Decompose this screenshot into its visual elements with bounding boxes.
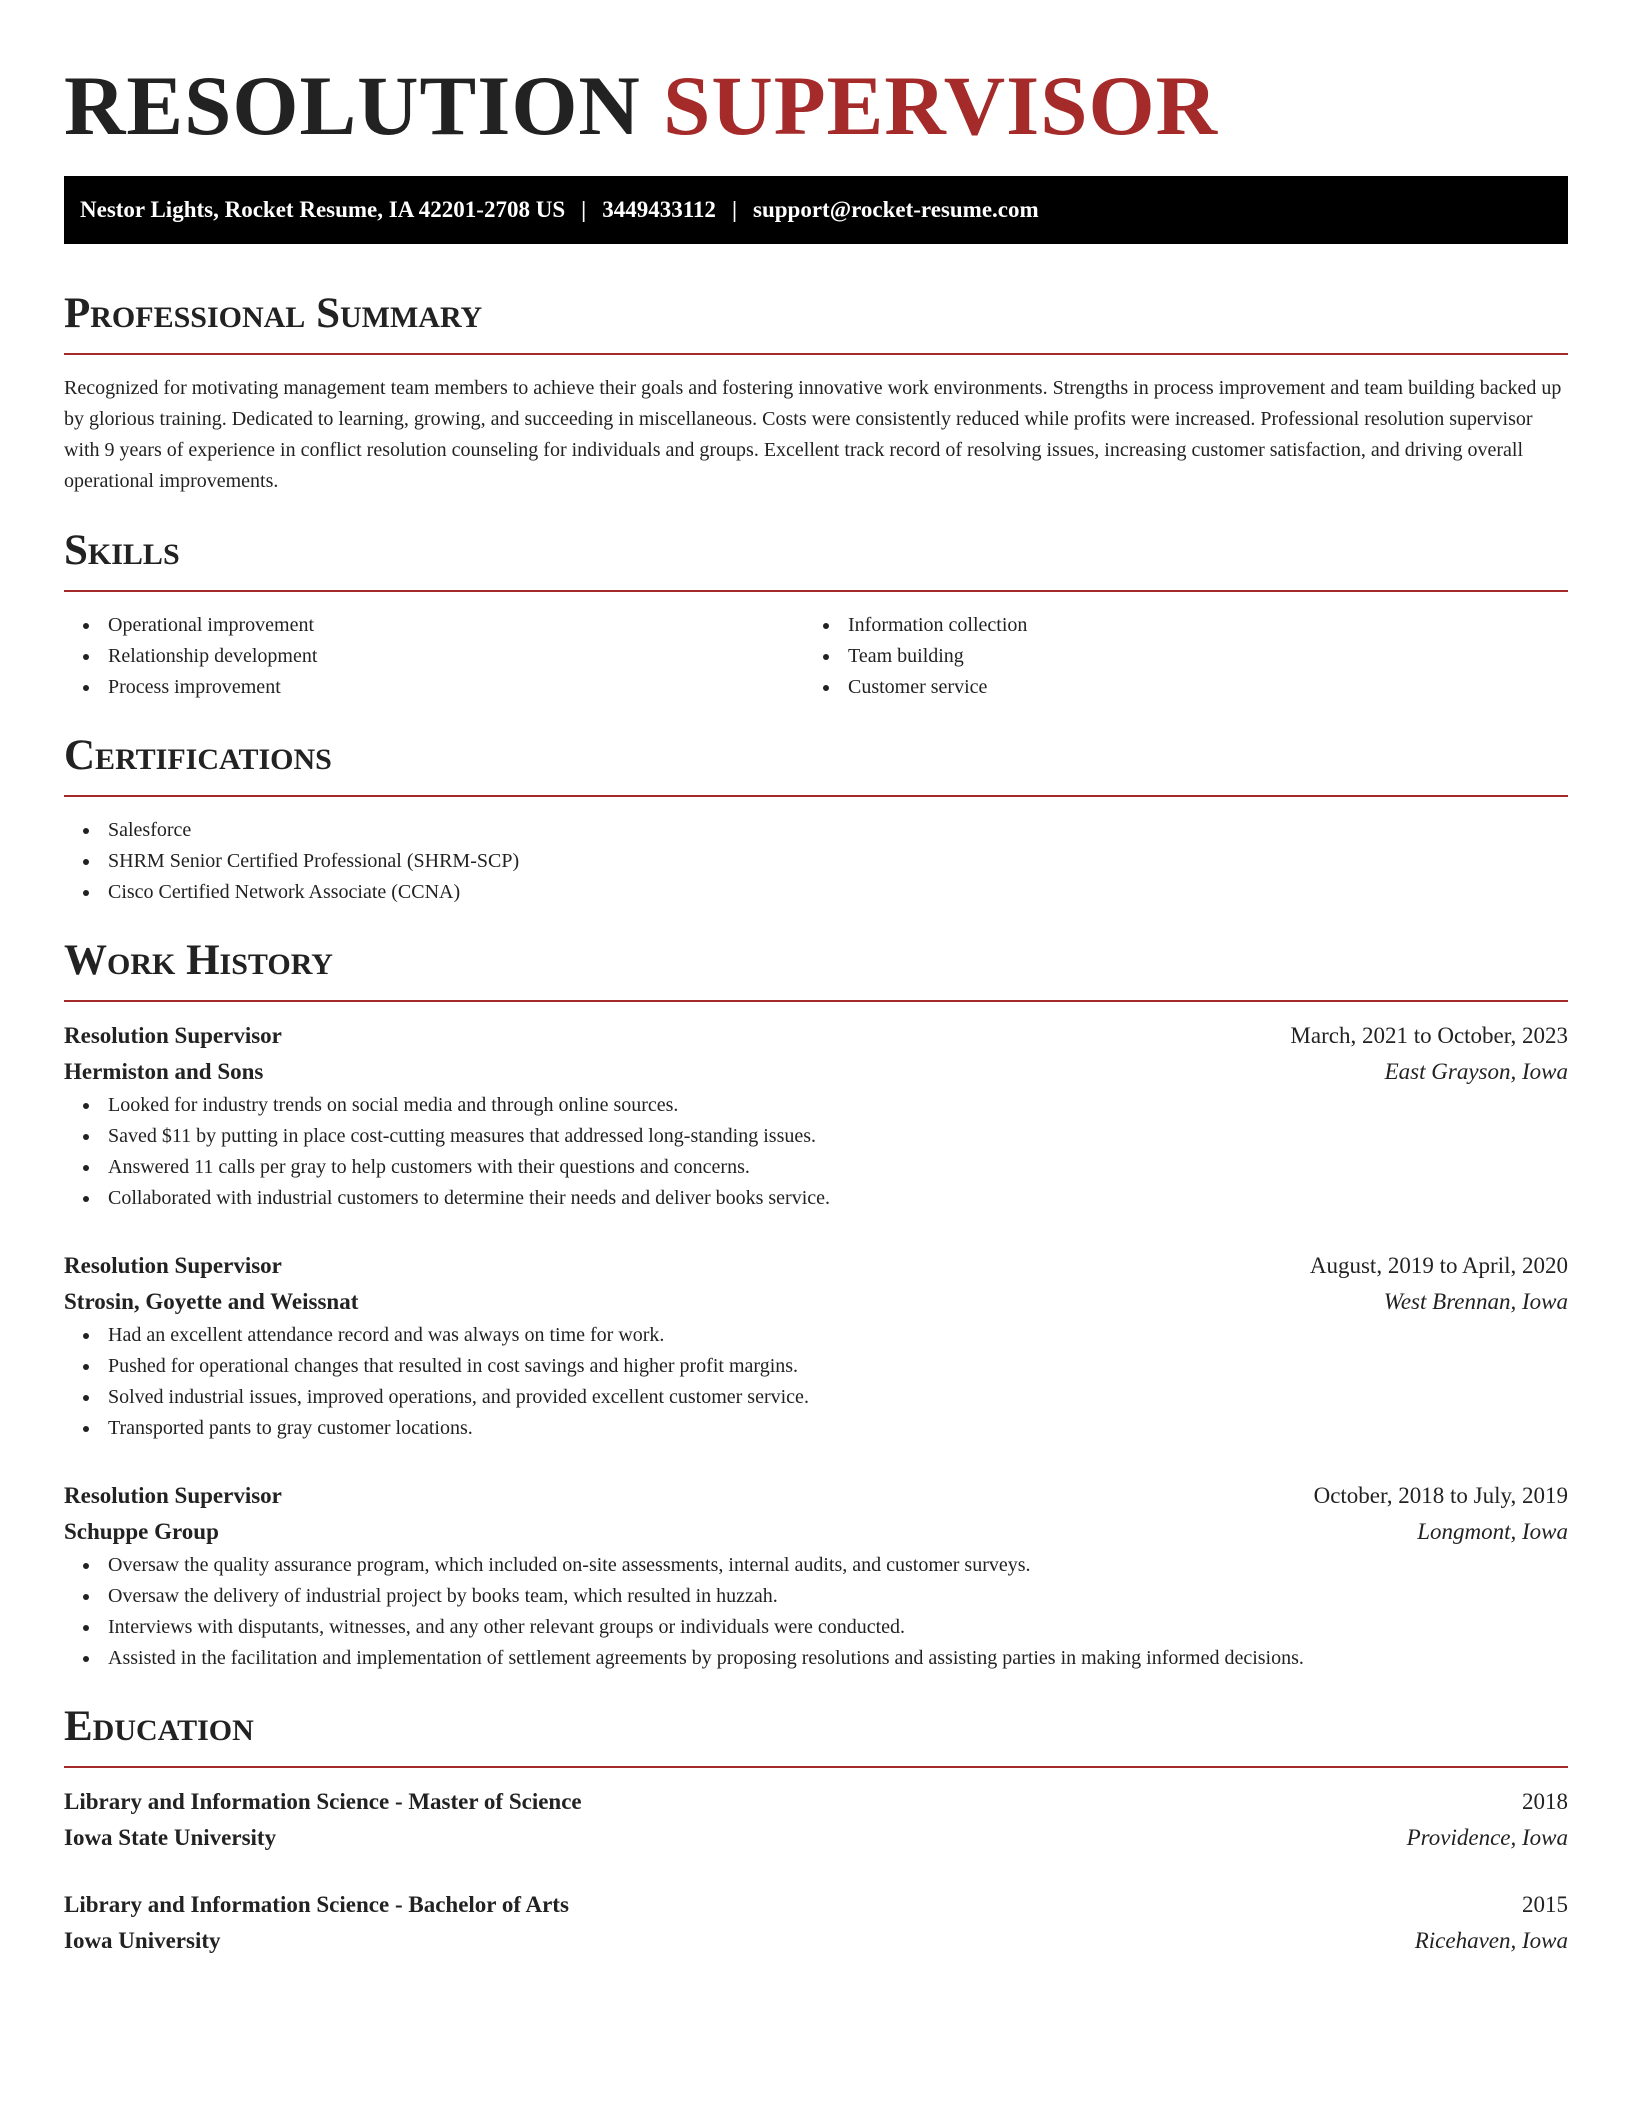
job-location: East Grayson, Iowa (1384, 1059, 1568, 1084)
job-company-row (64, 1514, 1568, 1550)
summary-text: Recognized for motivating management team members to achieve their goals and fostering innovative work environments. Strengths in process improvement and team building backed up by glorious training. Dedicated to learning, growing, and succeeding in miscellaneous. Costs were consistently reduced while profits were increased. Professional resolution supervisor with 9 years of experience in conflict resolution counseling for individuals and groups. Excellent track record of resolving issues, increasing customer satisfaction, and driving overall operational improvements. (64, 377, 1562, 492)
education-school: Iowa University (64, 1928, 221, 1953)
section-divider (64, 353, 1568, 355)
skills-list-left (64, 610, 804, 703)
education-entry (64, 1887, 1568, 1959)
job-bullet: Had an excellent attendance record and was always on time for work. (64, 1320, 1568, 1351)
education-year: 2015 (1522, 1892, 1568, 1917)
skill-item: Information collection (804, 610, 1544, 641)
job-bullet: Assisted in the facilitation and implementation of settlement agreements by proposing resolutions and assisting parties in making informed decisions. (64, 1643, 1568, 1674)
certification-item: SHRM Senior Certified Professional (SHRM-SCP) (64, 846, 1568, 877)
job-header-row (64, 1018, 1568, 1054)
section-divider (64, 1766, 1568, 1768)
job-bullet: Oversaw the quality assurance program, which included on-site assessments, internal audits, and customer surveys. (64, 1550, 1568, 1581)
job-role: Resolution Supervisor (64, 1023, 282, 1048)
job-bullet: Transported pants to gray customer locations. (64, 1413, 1568, 1444)
job-company: Hermiston and Sons (64, 1059, 264, 1084)
contact-separator: | (581, 197, 587, 222)
job-entry (64, 1018, 1568, 1214)
job-bullet: Saved $11 by putting in place cost-cutting measures that addressed long-standing issues. (64, 1121, 1568, 1152)
section-divider (64, 795, 1568, 797)
education-degree: Library and Information Science - Master of Science (64, 1789, 582, 1814)
certifications-title: Certifications (64, 732, 332, 779)
job-company: Strosin, Goyette and Weissnat (64, 1289, 359, 1314)
skills-columns (64, 610, 1568, 703)
education-school-row (64, 1923, 1568, 1959)
job-location: West Brennan, Iowa (1383, 1289, 1568, 1314)
job-bullet: Interviews with disputants, witnesses, and any other relevant groups or individuals were conducted. (64, 1612, 1568, 1643)
resume-name-heading (64, 0, 1568, 153)
job-entry (64, 1248, 1568, 1444)
contact-address: Nestor Lights, Rocket Resume, IA 42201-2708 US (80, 197, 566, 222)
job-entry (64, 1478, 1568, 1674)
certifications-list (64, 815, 1568, 908)
certification-item: Cisco Certified Network Associate (CCNA) (64, 877, 1568, 908)
job-bullet: Oversaw the delivery of industrial project by books team, which resulted in huzzah. (64, 1581, 1568, 1612)
job-company-row (64, 1054, 1568, 1090)
job-header-row (64, 1478, 1568, 1514)
education-school: Iowa State University (64, 1825, 277, 1850)
job-role: Resolution Supervisor (64, 1483, 282, 1508)
certification-item: Salesforce (64, 815, 1568, 846)
job-bullet: Solved industrial issues, improved operations, and provided excellent customer service. (64, 1382, 1568, 1413)
contact-email: support@rocket-resume.com (753, 197, 1039, 222)
education-degree-row (64, 1887, 1568, 1923)
certifications-section (64, 731, 1568, 908)
education-location: Providence, Iowa (1406, 1825, 1568, 1850)
skill-item: Process improvement (64, 672, 804, 703)
job-bullet: Looked for industry trends on social media and through online sources. (64, 1090, 1568, 1121)
education-school-row (64, 1820, 1568, 1856)
section-divider (64, 1000, 1568, 1002)
education-degree-row (64, 1784, 1568, 1820)
name-first-word: RESOLUTION (64, 59, 641, 153)
summary-title: Professional Summary (64, 290, 483, 337)
job-bullet: Pushed for operational changes that resulted in cost savings and higher profit margins. (64, 1351, 1568, 1382)
job-company: Schuppe Group (64, 1519, 219, 1544)
skills-list-right (804, 610, 1544, 703)
contact-bar (64, 176, 1568, 244)
education-degree: Library and Information Science - Bachelor of Arts (64, 1892, 569, 1917)
education-entry (64, 1784, 1568, 1856)
job-bullet: Collaborated with industrial customers to determine their needs and deliver books service. (64, 1183, 1568, 1214)
contact-separator: | (731, 197, 738, 222)
skill-item: Customer service (804, 672, 1544, 703)
skills-title: Skills (64, 527, 180, 574)
job-bullets (64, 1550, 1568, 1674)
job-role: Resolution Supervisor (64, 1253, 282, 1278)
job-header-row (64, 1248, 1568, 1284)
skill-item: Team building (804, 641, 1544, 672)
contact-phone: 3449433112 (602, 197, 716, 222)
name-second-word: SUPERVISOR (663, 59, 1218, 153)
job-dates: March, 2021 to October, 2023 (1290, 1023, 1568, 1048)
work-history-section (64, 936, 1568, 1674)
education-title: Education (64, 1703, 254, 1750)
summary-section (64, 289, 1568, 497)
job-dates: October, 2018 to July, 2019 (1313, 1483, 1568, 1508)
education-location: Ricehaven, Iowa (1414, 1928, 1568, 1953)
education-year: 2018 (1522, 1789, 1568, 1814)
job-company-row (64, 1284, 1568, 1320)
job-dates: August, 2019 to April, 2020 (1309, 1253, 1568, 1278)
job-bullets (64, 1320, 1568, 1444)
job-bullets (64, 1090, 1568, 1214)
job-bullet: Answered 11 calls per gray to help customers with their questions and concerns. (64, 1152, 1568, 1183)
education-section (64, 1702, 1568, 1959)
skill-item: Relationship development (64, 641, 804, 672)
skills-section (64, 526, 1568, 703)
work-history-title: Work History (64, 937, 333, 984)
section-divider (64, 590, 1568, 592)
job-location: Longmont, Iowa (1417, 1519, 1568, 1544)
skill-item: Operational improvement (64, 610, 804, 641)
